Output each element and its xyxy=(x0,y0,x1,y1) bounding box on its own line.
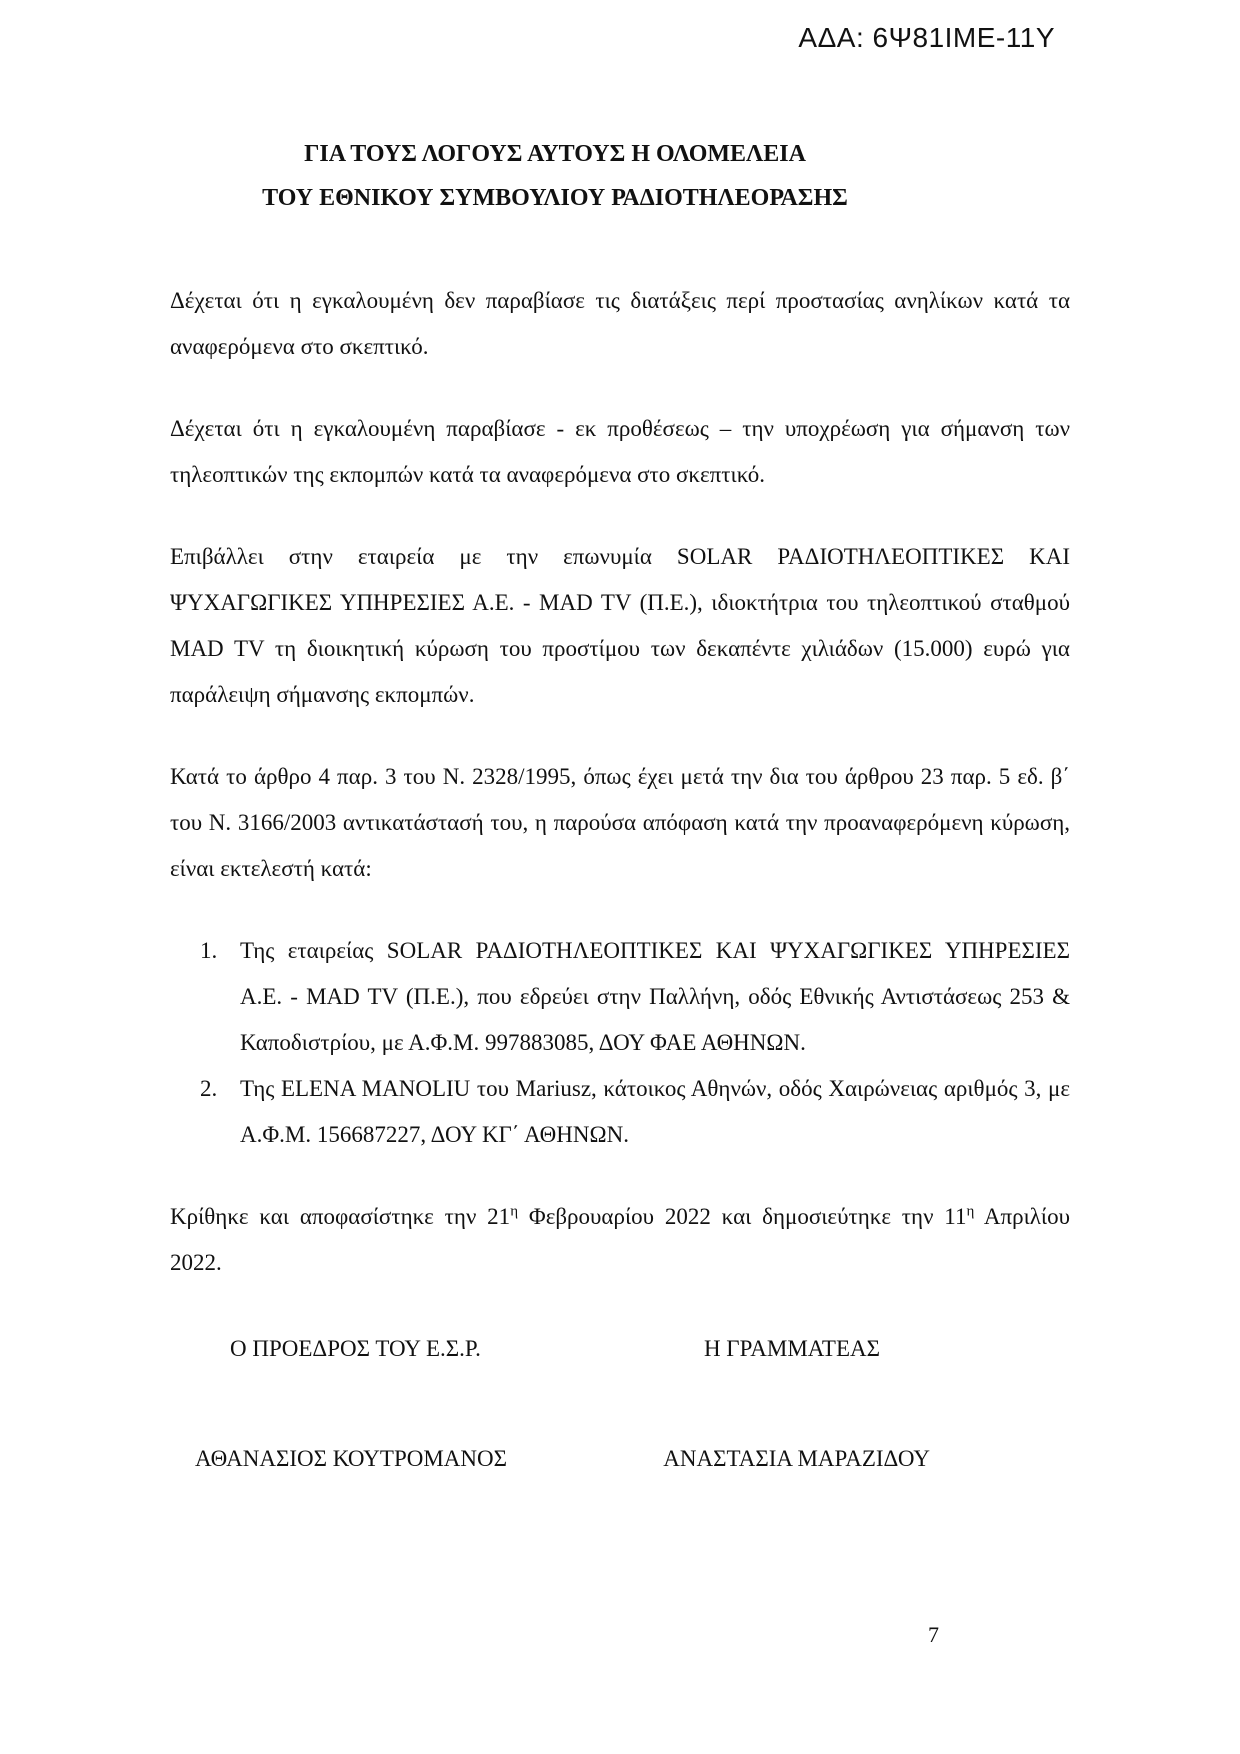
closing-text-part-3: Απριλίου 2022. xyxy=(170,1204,1071,1275)
closing-text-part-2: Φεβρουαρίου 2022 και δημοσιεύτηκε την 11 xyxy=(518,1204,967,1229)
paragraph-decision-dates xyxy=(170,1194,1070,1286)
enforcement-list xyxy=(170,928,1070,1158)
document-body xyxy=(170,0,1070,1474)
decision-title xyxy=(170,132,1070,220)
list-item xyxy=(170,928,1070,1066)
ordinal-superscript: η xyxy=(510,1203,519,1220)
secretary-title: Η ΓΡΑΜΜΑΤΕΑΣ xyxy=(703,1336,880,1361)
ada-code: ΑΔΑ: 6Ψ81ΙΜΕ-11Υ xyxy=(798,22,1055,53)
ordinal-superscript: η xyxy=(966,1203,975,1220)
paragraph-ruling-2: Δέχεται ότι η εγκαλουμένη παραβίασε - εκ προθέσεως – την υποχρέωση για σήμανση των τηλεοπτικών της εκπομπών κατά τα αναφερόμενα στο σκεπτικό. xyxy=(170,416,1070,487)
paragraph-penalty: Επιβάλλει στην εταιρεία με την επωνυμία SOLAR ΡΑΔΙΟΤΗΛΕΟΠΤΙΚΕΣ ΚΑΙ ΨΥΧΑΓΩΓΙΚΕΣ ΥΠΗΡΕΣΙΕΣ Α.Ε. - MAD TV (Π.Ε.), ιδιοκτήτρια του τηλεοπτικού σταθμού MAD TV τη διοικητική κύρωση του προστίμου των δεκαπέντε χιλιάδων (15.000) ευρώ για παράλειψη σήμανσης εκπομπών. xyxy=(170,544,1070,707)
list-item-number: 1. xyxy=(200,938,218,963)
list-item-text: Της ELENA MANOLIU του Mariusz, κάτοικος Αθηνών, οδός Χαιρώνειας αριθμός 3, με Α.Φ.Μ. 156687227, ΔΟΥ ΚΓ΄ ΑΘΗΝΩΝ. xyxy=(240,1076,1070,1147)
signature-titles-row xyxy=(170,1334,1070,1364)
signature-names-row xyxy=(170,1444,1070,1474)
decision-title-line-1: ΓΙΑ ΤΟΥΣ ΛΟΓΟΥΣ ΑΥΤΟΥΣ Η ΟΛΟΜΕΛΕΙΑ xyxy=(304,141,806,167)
list-item-number: 2. xyxy=(200,1076,218,1101)
list-item xyxy=(170,1066,1070,1158)
secretary-name: ΑΝΑΣΤΑΣΙΑ ΜΑΡΑΖΙΔΟΥ xyxy=(663,1446,930,1471)
president-name: ΑΘΑΝΑΣΙΟΣ ΚΟΥΤΡΟΜΑΝΟΣ xyxy=(195,1446,508,1471)
page-number: 7 xyxy=(928,1622,939,1647)
president-title: Ο ΠΡΟΕΔΡΟΣ ΤΟΥ Ε.Σ.Ρ. xyxy=(230,1336,481,1361)
paragraph-legal-basis: Κατά το άρθρο 4 παρ. 3 του Ν. 2328/1995, όπως έχει μετά την δια του άρθρου 23 παρ. 5 εδ. β΄ του Ν. 3166/2003 αντικατάστασή του, η παρούσα απόφαση κατά την προαναφερόμενη κύρωση, είναι εκτελεστή κατά: xyxy=(170,764,1070,881)
list-item-text: Της εταιρείας SOLAR ΡΑΔΙΟΤΗΛΕΟΠΤΙΚΕΣ ΚΑΙ ΨΥΧΑΓΩΓΙΚΕΣ ΥΠΗΡΕΣΙΕΣ Α.Ε. - MAD TV (Π.Ε.), που εδρεύει στην Παλλήνη, οδός Εθνικής Αντιστάσεως 253 & Καποδιστρίου, με Α.Φ.Μ. 997883085, ΔΟΥ ΦΑΕ ΑΘΗΝΩΝ. xyxy=(240,938,1070,1055)
closing-text-part-1: Κρίθηκε και αποφασίστηκε την 21 xyxy=(170,1204,511,1229)
decision-title-line-2: ΤΟΥ ΕΘΝΙΚΟΥ ΣΥΜΒΟΥΛΙΟΥ ΡΑΔΙΟΤΗΛΕΟΡΑΣΗΣ xyxy=(262,185,848,211)
paragraph-ruling-1: Δέχεται ότι η εγκαλουμένη δεν παραβίασε τις διατάξεις περί προστασίας ανηλίκων κατά τα αναφερόμενα στο σκεπτικό. xyxy=(170,288,1070,359)
